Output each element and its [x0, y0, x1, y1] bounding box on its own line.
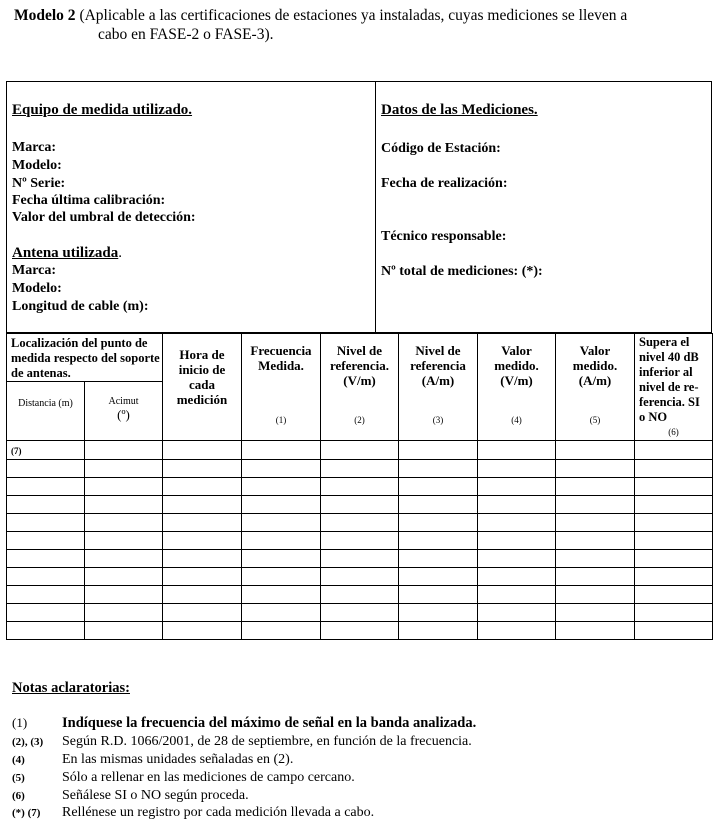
- table-cell[interactable]: [7, 550, 85, 568]
- table-body: [7, 441, 713, 640]
- table-cell[interactable]: [478, 514, 556, 532]
- note-ref: (1): [12, 715, 28, 730]
- table-cell[interactable]: [556, 441, 635, 460]
- table-cell[interactable]: [242, 514, 321, 532]
- note-item: [12, 787, 249, 805]
- table-cell[interactable]: [478, 568, 556, 586]
- table-cell[interactable]: [399, 441, 478, 460]
- table-cell[interactable]: [163, 460, 242, 478]
- table-cell[interactable]: [556, 478, 635, 496]
- table-cell[interactable]: [85, 460, 163, 478]
- equipment-calibration-field[interactable]: Fecha última calibración:: [12, 193, 166, 208]
- frequency-header: Frecuencia Medida. (1): [242, 334, 321, 441]
- table-row: [7, 622, 713, 640]
- table-cell[interactable]: [242, 460, 321, 478]
- table-cell[interactable]: [556, 604, 635, 622]
- antenna-modelo-field[interactable]: Modelo:: [12, 281, 62, 296]
- location-header: Localización del punto de medida respecto del soporte de antenas.: [7, 334, 163, 382]
- equipment-threshold-field[interactable]: Valor del umbral de detección:: [12, 210, 196, 225]
- note-item: [12, 714, 476, 733]
- table-cell[interactable]: [635, 622, 713, 640]
- first-row-mark: (7): [11, 446, 22, 456]
- table-cell[interactable]: [478, 496, 556, 514]
- table-cell[interactable]: [85, 441, 163, 460]
- antenna-cable-field[interactable]: Longitud de cable (m):: [12, 299, 149, 314]
- table-cell[interactable]: [163, 532, 242, 550]
- table-cell[interactable]: [242, 604, 321, 622]
- antenna-title-text: Antena utilizada: [12, 245, 119, 261]
- table-cell[interactable]: [85, 568, 163, 586]
- note-item: [12, 733, 472, 751]
- table-cell[interactable]: [556, 622, 635, 640]
- note-text: Sólo a rellenar en las mediciones de campo cercano.: [62, 770, 355, 785]
- form-header: [14, 6, 714, 44]
- note-ref-2: (2): [354, 415, 365, 425]
- table-cell[interactable]: [85, 604, 163, 622]
- measurements-title: Datos de las Mediciones.: [381, 102, 538, 118]
- table-cell[interactable]: [7, 586, 85, 604]
- table-cell[interactable]: [163, 441, 242, 460]
- table-cell[interactable]: [163, 550, 242, 568]
- table-cell[interactable]: [7, 604, 85, 622]
- note-text: Rellénese un registro por cada medición llevada a cabo.: [62, 805, 375, 820]
- note-ref-3: (3): [432, 415, 444, 425]
- table-cell[interactable]: [635, 568, 713, 586]
- table-cell[interactable]: [399, 604, 478, 622]
- table-cell[interactable]: [163, 604, 242, 622]
- table-cell[interactable]: [7, 568, 85, 586]
- table-cell[interactable]: [321, 568, 399, 586]
- table-cell[interactable]: [635, 586, 713, 604]
- table-cell[interactable]: [635, 460, 713, 478]
- table-cell[interactable]: [242, 496, 321, 514]
- ref-level-am-header: Nivel de referencia (A/m) (3): [399, 334, 478, 441]
- table-cell[interactable]: [556, 586, 635, 604]
- table-cell[interactable]: [163, 496, 242, 514]
- table-row: [7, 568, 713, 586]
- table-cell[interactable]: [399, 550, 478, 568]
- note-ref: (6): [12, 790, 25, 802]
- note-item: [12, 751, 293, 769]
- note-ref-4: (4): [511, 415, 522, 425]
- model-label: Modelo 2: [14, 7, 76, 24]
- table-cell[interactable]: [242, 478, 321, 496]
- table-cell[interactable]: [556, 568, 635, 586]
- note-text: Según R.D. 1066/2001, de 28 de septiembre, en función de la frecuencia.: [62, 734, 472, 749]
- table-row: [7, 514, 713, 532]
- table-cell[interactable]: [321, 441, 399, 460]
- table-cell[interactable]: [635, 478, 713, 496]
- table-cell[interactable]: [635, 514, 713, 532]
- note-text: En las mismas unidades señaladas en (2).: [62, 752, 294, 767]
- note-ref: (2), (3): [12, 736, 44, 748]
- table-cell[interactable]: [399, 568, 478, 586]
- equipment-modelo-field[interactable]: Modelo:: [12, 158, 62, 173]
- table-row: [7, 586, 713, 604]
- table-cell[interactable]: [242, 550, 321, 568]
- table-cell[interactable]: [85, 496, 163, 514]
- table-cell[interactable]: [399, 514, 478, 532]
- station-code-field[interactable]: Código de Estación:: [381, 141, 501, 156]
- table-cell[interactable]: [163, 478, 242, 496]
- table-cell[interactable]: [399, 460, 478, 478]
- table-cell[interactable]: [478, 441, 556, 460]
- table-cell[interactable]: [242, 622, 321, 640]
- table-cell[interactable]: [399, 586, 478, 604]
- table-cell[interactable]: [635, 532, 713, 550]
- table-cell[interactable]: [163, 568, 242, 586]
- date-field[interactable]: Fecha de realización:: [381, 176, 508, 191]
- note-ref-6: (6): [668, 427, 679, 437]
- antenna-title-suffix: .: [118, 245, 123, 261]
- table-cell[interactable]: [163, 586, 242, 604]
- measured-vm-header: Valor medido. (V/m) (4): [478, 334, 556, 441]
- table-cell[interactable]: [7, 514, 85, 532]
- table-cell[interactable]: [478, 622, 556, 640]
- table-cell[interactable]: [478, 604, 556, 622]
- table-cell[interactable]: [635, 496, 713, 514]
- table-cell[interactable]: [321, 532, 399, 550]
- table-cell[interactable]: [321, 622, 399, 640]
- measurements-table: [6, 333, 713, 640]
- info-divider: [375, 81, 376, 333]
- table-cell[interactable]: [85, 514, 163, 532]
- table-row: [7, 532, 713, 550]
- table-header-row-1: [7, 334, 713, 382]
- table-cell[interactable]: [321, 586, 399, 604]
- ref-level-vm-header: Nivel de referencia. (V/m) (2): [321, 334, 399, 441]
- table-cell[interactable]: [7, 622, 85, 640]
- notes-title: Notas aclaratorias:: [12, 680, 130, 696]
- table-cell[interactable]: [556, 514, 635, 532]
- table-cell[interactable]: [399, 496, 478, 514]
- antenna-title: [12, 245, 122, 262]
- table-cell[interactable]: [85, 478, 163, 496]
- table-cell[interactable]: [478, 478, 556, 496]
- table-cell[interactable]: [321, 478, 399, 496]
- equipment-title: Equipo de medida utilizado.: [12, 102, 193, 118]
- antenna-marca-field[interactable]: Marca:: [12, 263, 57, 278]
- table-cell[interactable]: [7, 441, 85, 460]
- header-line-1: (Aplicable a las certificaciones de estaciones ya instaladas, cuyas mediciones se lleven a: [79, 7, 628, 24]
- table-row: [7, 496, 713, 514]
- table-row: [7, 478, 713, 496]
- table-cell[interactable]: [478, 586, 556, 604]
- equipment-marca-field[interactable]: Marca:: [12, 140, 57, 155]
- table-cell[interactable]: [7, 478, 85, 496]
- technician-field[interactable]: Técnico responsable:: [381, 229, 507, 244]
- exceeds-header: Supera el nivel 40 dB inferior al nivel de re-ferencia. SI o NO (6): [635, 334, 713, 441]
- table-cell[interactable]: [478, 550, 556, 568]
- table-cell[interactable]: [635, 550, 713, 568]
- table-cell[interactable]: [321, 514, 399, 532]
- table-cell[interactable]: [321, 460, 399, 478]
- table-cell[interactable]: [85, 550, 163, 568]
- table-cell[interactable]: [635, 441, 713, 460]
- distance-header: Distancia (m): [7, 382, 85, 441]
- note-text: Señálese SI o NO según proceda.: [62, 788, 249, 803]
- table-cell[interactable]: [635, 604, 713, 622]
- table-cell[interactable]: [399, 478, 478, 496]
- table-cell[interactable]: [163, 514, 242, 532]
- table-cell[interactable]: [242, 532, 321, 550]
- table-row: [7, 604, 713, 622]
- table-cell[interactable]: [556, 532, 635, 550]
- table-cell[interactable]: [556, 460, 635, 478]
- note-ref-1: (1): [275, 415, 287, 425]
- total-measurements-field[interactable]: Nº total de mediciones: (*):: [381, 264, 543, 279]
- table-cell[interactable]: [163, 622, 242, 640]
- measured-am-header: Valor medido. (A/m) (5): [556, 334, 635, 441]
- table-cell[interactable]: [7, 460, 85, 478]
- note-text: Indíquese la frecuencia del máximo de señal en la banda analizada.: [62, 715, 477, 731]
- equipment-serie-field[interactable]: Nº Serie:: [12, 176, 66, 191]
- table-cell[interactable]: [242, 441, 321, 460]
- table-cell[interactable]: [242, 568, 321, 586]
- start-time-header: Hora de inicio de cada medición: [163, 334, 242, 441]
- table-cell[interactable]: [85, 622, 163, 640]
- table-cell[interactable]: [321, 604, 399, 622]
- table-cell[interactable]: [399, 532, 478, 550]
- note-ref: (4): [12, 754, 25, 766]
- table-cell[interactable]: [85, 586, 163, 604]
- table-cell[interactable]: [478, 532, 556, 550]
- table-cell[interactable]: [7, 532, 85, 550]
- azimuth-header: Acimut (º): [85, 382, 163, 441]
- table-row: [7, 460, 713, 478]
- note-item: [12, 804, 374, 822]
- note-ref-5: (5): [589, 415, 601, 425]
- note-item: [12, 769, 355, 787]
- table-row: [7, 550, 713, 568]
- note-ref: (*) (7): [12, 807, 41, 819]
- table-cell[interactable]: [478, 460, 556, 478]
- table-cell[interactable]: [399, 622, 478, 640]
- table-cell[interactable]: [7, 496, 85, 514]
- header-line-2: cabo en FASE-2 o FASE-3).: [98, 26, 274, 43]
- table-row: [7, 441, 713, 460]
- table-cell[interactable]: [556, 550, 635, 568]
- table-cell[interactable]: [321, 496, 399, 514]
- table-cell[interactable]: [556, 496, 635, 514]
- table-cell[interactable]: [321, 550, 399, 568]
- note-ref: (5): [12, 772, 25, 784]
- table-cell[interactable]: [242, 586, 321, 604]
- table-cell[interactable]: [85, 532, 163, 550]
